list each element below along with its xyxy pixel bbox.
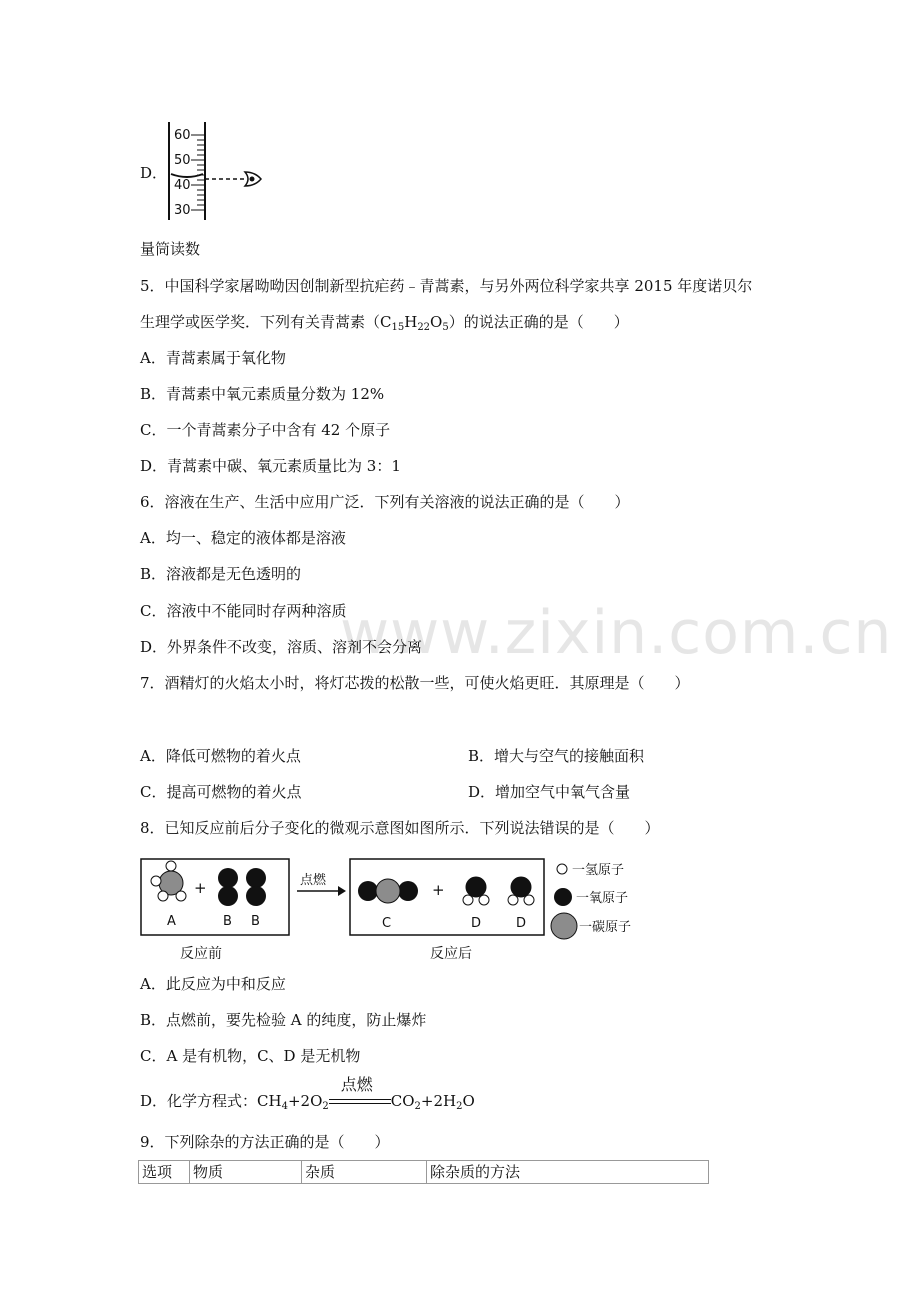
q7-stem: 7．酒精灯的火焰太小时，将灯芯拨的松散一些，可使火焰更旺．其原理是（ ） [140, 674, 690, 692]
cylinder-tick-label: 30 [174, 203, 191, 218]
plus-sign: + [194, 879, 207, 897]
q8-option-d: D．化学方程式：$CH_4+2O_2$ 点燃 $CO_2+2H_2O$ [140, 1075, 475, 1112]
plus-sign: + [432, 881, 445, 899]
legend-oxygen-swatch [554, 888, 572, 906]
q6-stem: 6．溶液在生产、生活中应用广泛．下列有关溶液的说法正确的是（ ） [140, 493, 630, 511]
q5-option-a: A．青蒿素属于氧化物 [140, 349, 286, 367]
q6-option-c: C．溶液中不能同时存两种溶质 [140, 602, 347, 620]
q7-option-c: C．提高可燃物的着火点 [140, 783, 302, 801]
equation-condition: 点燃 [340, 1075, 373, 1094]
q7-option-a: A．降低可燃物的着火点 [140, 747, 301, 765]
legend-hydrogen-swatch [557, 864, 567, 874]
q5-option-c: C．一个青蒿素分子中含有 42 个原子 [140, 421, 391, 439]
q6-option-a: A．均一、稳定的液体都是溶液 [140, 529, 346, 547]
q9-table [138, 1160, 709, 1184]
molecule-label-d: D [471, 916, 482, 931]
q5-stem-line2: 生理学或医学奖．下列有关青蒿素$(C_{15}H_{22}O_5)$的说法正确的是（ ） [140, 313, 629, 333]
after-caption: 反应后 [430, 946, 472, 959]
cylinder-tick-label: 60 [174, 128, 191, 143]
molecule-label-b: B [251, 914, 260, 929]
table-header-cell: 物质 [190, 1161, 302, 1184]
watermark: www.zixin.com.cn [340, 598, 893, 668]
q4-option-d-label: D． [140, 164, 168, 182]
reaction-diagram [140, 853, 635, 959]
reaction-condition-equals [329, 1075, 391, 1112]
q5-option-b: B．青蒿素中氧元素质量分数为 12% [140, 385, 385, 403]
q8-option-b: B．点燃前，要先检验 A 的纯度，防止爆炸 [140, 1011, 427, 1029]
q8-stem: 8．已知反应前后分子变化的微观示意图如图所示．下列说法错误的是（ ） [140, 819, 660, 837]
q8-option-c: C．A 是有机物，C、D 是无机物 [140, 1047, 361, 1065]
q5-stem-line1: 5．中国科学家屠呦呦因创制新型抗疟药﹣青蒿素，与另外两位科学家共享 2015 年度诺贝尔 [140, 277, 753, 295]
q5-option-d: D．青蒿素中碳、氧元素质量比为 3：1 [140, 457, 401, 475]
molecule-label-b: B [223, 914, 232, 929]
reaction-condition: 点燃 [300, 873, 327, 888]
q6-option-d: D．外界条件不改变，溶质、溶剂不会分离 [140, 638, 423, 656]
legend-carbon-label: 一碳原子 [579, 920, 632, 935]
carbon-dioxide-molecule [358, 879, 418, 903]
table-header-cell: 杂质 [302, 1161, 427, 1184]
before-caption: 反应前 [180, 946, 222, 959]
table-header-row [139, 1161, 709, 1184]
cylinder-tick-label: 50 [174, 153, 191, 168]
legend-carbon-swatch [551, 913, 577, 939]
molecule-label-c: C [382, 916, 392, 931]
graduated-cylinder-figure [165, 122, 265, 220]
legend [551, 863, 631, 939]
molecule-label-a: A [167, 914, 176, 929]
q7-option-d: D．增加空气中氧气含量 [468, 783, 631, 801]
table-header-cell: 选项 [139, 1161, 190, 1184]
table-header-cell: 除杂质的方法 [427, 1161, 709, 1184]
legend-oxygen-label: 一氧原子 [576, 891, 629, 906]
q8-option-a: A．此反应为中和反应 [140, 975, 286, 993]
legend-hydrogen-label: 一氢原子 [572, 863, 625, 878]
q4-caption: 量筒读数 [140, 240, 201, 258]
q9-stem: 9．下列除杂的方法正确的是（ ） [140, 1133, 390, 1151]
arrowhead [338, 886, 346, 896]
q7-option-b: B．增大与空气的接触面积 [468, 747, 645, 765]
q6-option-b: B．溶液都是无色透明的 [140, 565, 302, 583]
cylinder-tick-label: 40 [174, 178, 191, 193]
liquid-meniscus [171, 174, 203, 177]
molecule-label-d: D [516, 916, 527, 931]
